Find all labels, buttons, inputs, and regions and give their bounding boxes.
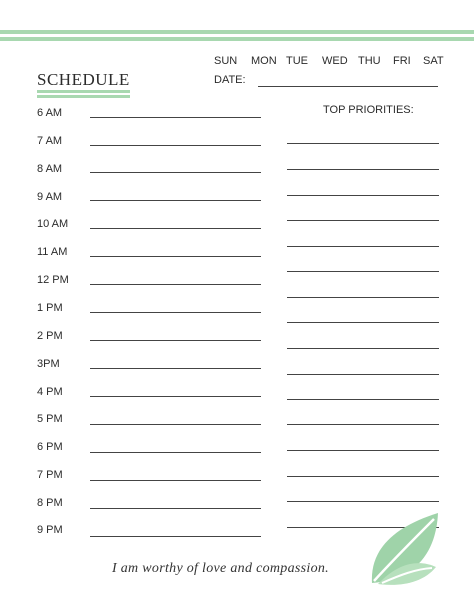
day-sat[interactable]: SAT	[423, 55, 444, 67]
top-stripe-1	[0, 30, 474, 34]
time-label-2pm: 2 PM	[37, 330, 63, 342]
time-label-6am: 6 AM	[37, 107, 63, 119]
priority-line-14[interactable]	[287, 476, 439, 477]
priority-line-13[interactable]	[287, 450, 439, 451]
time-label-6pm: 6 PM	[37, 441, 63, 453]
hour-line-7pm[interactable]	[90, 480, 261, 481]
priorities-label: TOP PRIORITIES:	[323, 104, 414, 116]
time-label-5pm: 5 PM	[37, 413, 63, 425]
priority-line-6[interactable]	[287, 271, 439, 272]
priority-line-9[interactable]	[287, 348, 439, 349]
priority-line-12[interactable]	[287, 424, 439, 425]
hour-line-8pm[interactable]	[90, 508, 261, 509]
hour-line-10am[interactable]	[90, 228, 261, 229]
hour-line-12pm[interactable]	[90, 284, 261, 285]
priority-line-15[interactable]	[287, 501, 439, 502]
date-field[interactable]	[258, 86, 438, 87]
hour-line-3pm[interactable]	[90, 368, 261, 369]
priority-line-10[interactable]	[287, 374, 439, 375]
page-title: SCHEDULE	[37, 70, 130, 89]
time-label-1pm: 1 PM	[37, 302, 63, 314]
priority-line-2[interactable]	[287, 169, 439, 170]
hour-line-2pm[interactable]	[90, 340, 261, 341]
time-label-7am: 7 AM	[37, 135, 63, 147]
hour-line-5pm[interactable]	[90, 424, 261, 425]
time-label-9pm: 9 PM	[37, 524, 63, 536]
time-label-3pm: 3PM	[37, 358, 60, 370]
priority-line-4[interactable]	[287, 220, 439, 221]
hour-line-7am[interactable]	[90, 145, 261, 146]
hour-line-4pm[interactable]	[90, 396, 261, 397]
time-label-11am: 11 AM	[37, 246, 68, 258]
hour-line-6am[interactable]	[90, 117, 261, 118]
day-wed[interactable]: WED	[322, 55, 348, 67]
day-thu[interactable]: THU	[358, 55, 381, 67]
time-label-9am: 9 AM	[37, 191, 63, 203]
priority-line-11[interactable]	[287, 399, 439, 400]
title-underline	[37, 90, 130, 93]
time-label-12pm: 12 PM	[37, 274, 69, 286]
hour-line-6pm[interactable]	[90, 452, 261, 453]
date-label: DATE:	[214, 74, 246, 86]
priority-line-3[interactable]	[287, 195, 439, 196]
hour-line-8am[interactable]	[90, 172, 261, 173]
top-stripe-2	[0, 37, 474, 41]
hour-line-9am[interactable]	[90, 200, 261, 201]
title-underline-2	[37, 95, 130, 98]
time-label-4pm: 4 PM	[37, 386, 63, 398]
day-tue[interactable]: TUE	[286, 55, 308, 67]
time-label-8pm: 8 PM	[37, 497, 63, 509]
priority-line-5[interactable]	[287, 246, 439, 247]
time-label-7pm: 7 PM	[37, 469, 63, 481]
day-fri[interactable]: FRI	[393, 55, 411, 67]
priority-line-1[interactable]	[287, 143, 439, 144]
hour-line-1pm[interactable]	[90, 312, 261, 313]
day-sun[interactable]: SUN	[214, 55, 238, 67]
priority-line-8[interactable]	[287, 322, 439, 323]
footer-quote: I am worthy of love and compassion.	[112, 561, 329, 576]
time-label-8am: 8 AM	[37, 163, 63, 175]
hour-line-9pm[interactable]	[90, 536, 261, 537]
time-label-10am: 10 AM	[37, 218, 69, 230]
day-mon[interactable]: MON	[251, 55, 277, 67]
priority-line-7[interactable]	[287, 297, 439, 298]
hour-line-11am[interactable]	[90, 256, 261, 257]
leaf-icon	[368, 505, 440, 585]
